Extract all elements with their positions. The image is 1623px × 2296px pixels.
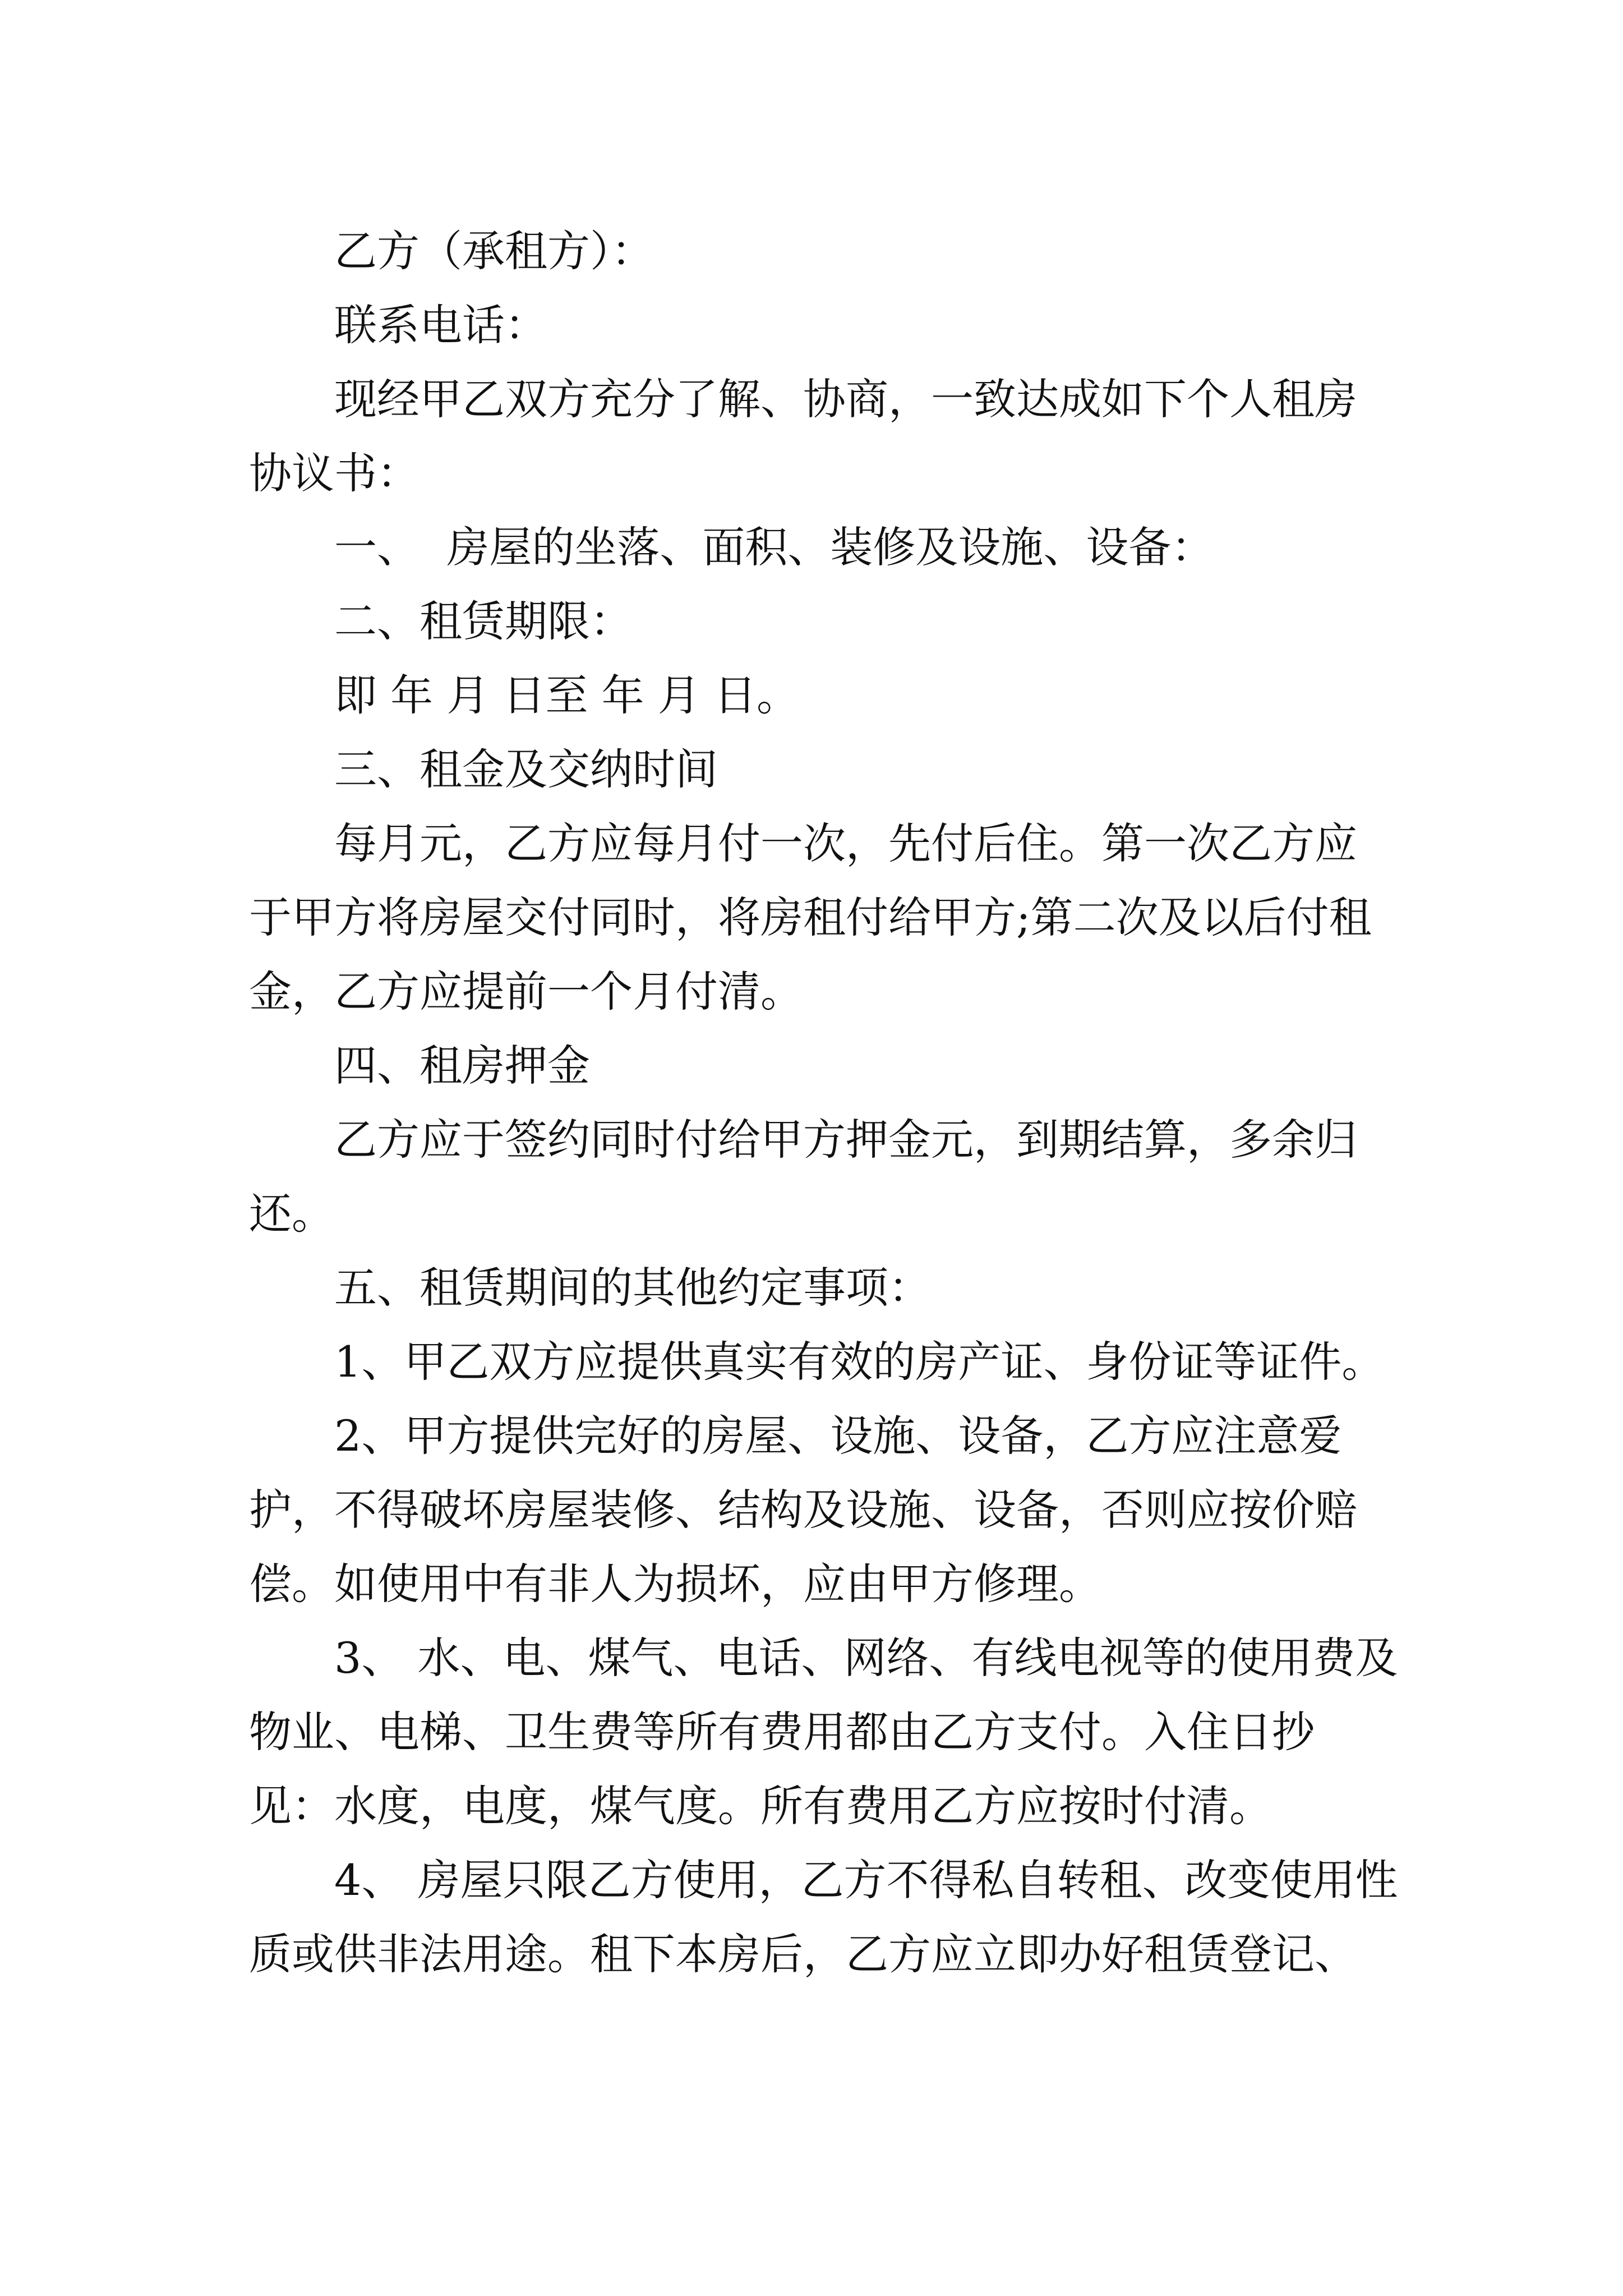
clause-1-paragraph: 1、甲乙双方应提供真实有效的房产证、身份证等证件。 [334,1337,1385,1387]
rent-payment-paragraph: 每月元，乙方应每月付一次，先付后住。第一次乙方应于甲方将房屋交付同时，将房租付给甲方;第二次及以后付租金，乙方应提前一个月付清。 [249,818,1372,1016]
section-2-heading: 二、租赁期限： [334,596,633,646]
section-5-heading: 五、租赁期间的其他约定事项： [334,1263,931,1313]
document-body [249,214,1399,1991]
lease-term-line: 即 年 月 日至 年 月 日。 [334,670,799,720]
section-1-heading: 一、 房屋的坐落、面积、装修及设施、设备： [334,522,1214,572]
section-3-heading: 三、租金及交纳时间 [334,744,718,794]
clause-2-paragraph: 2、甲方提供完好的房屋、设施、设备，乙方应注意爱护，不得破坏房屋装修、结构及设施、设备，否则应按价赔偿。如使用中有非人为损坏，应由甲方修理。 [249,1411,1357,1609]
section-4-heading: 四、租房押金 [334,1041,590,1091]
clause-3-paragraph: 3、 水、电、煤气、电话、网络、有线电视等的使用费及物业、电梯、卫生费等所有费用都由乙方支付。入住日抄见：水度，电度，煤气度。所有费用乙方应按时付清。 [249,1633,1398,1831]
agreement-intro-paragraph: 现经甲乙双方充分了解、协商，一致达成如下个人租房协议书： [249,374,1357,498]
contact-phone-line: 联系电话： [334,300,547,350]
clause-4-paragraph: 4、 房屋只限乙方使用，乙方不得私自转租、改变使用性质或供非法用途。租下本房后，乙方应立即办好租赁登记、 [249,1855,1398,1979]
party-b-line: 乙方（承租方）： [334,226,654,276]
deposit-paragraph: 乙方应于签约同时付给甲方押金元，到期结算，多余归还。 [249,1115,1357,1239]
